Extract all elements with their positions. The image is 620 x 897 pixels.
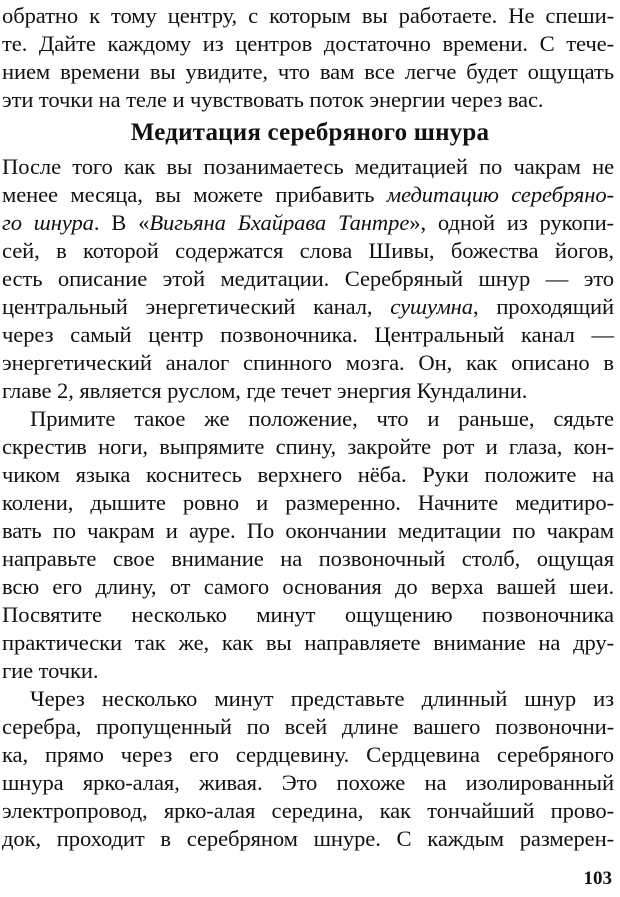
text-line: гие точки. (2, 658, 99, 683)
italic-title: Вигьяна Бхайрава Тантре (149, 210, 410, 235)
text-line: Через несколько минут представьте длинный шнур из (30, 686, 614, 711)
text-run: менее месяца, вы можете прибавить (2, 182, 387, 207)
text-line (2, 293, 614, 321)
text-line: электропровод, ярко-алая середина, как тончайший прово- (2, 798, 614, 823)
text-line: эти точки на теле и чувствовать поток энергии через вас. (2, 87, 544, 112)
text-line (2, 209, 614, 237)
text-line: направьте свое внимание на позвоночный столб, ощущая (2, 546, 614, 571)
italic-term: сушумна (390, 294, 473, 319)
text-line: сей, в которой содержатся слова Шивы, божества йогов, (2, 238, 614, 263)
text-line: главе 2, является руслом, где течет энергия Кундалини. (2, 378, 528, 403)
page-number: 103 (583, 868, 612, 889)
text-line: нием времени вы увидите, что вам все легче будет ощущать (2, 59, 614, 84)
text-run: . В « (93, 210, 150, 235)
text-line: есть описание этой медитации. Серебряный шнур — это (2, 266, 614, 291)
text-run: », одной из рукопи- (409, 210, 614, 235)
text-line: через самый центр позвоночника. Центральный канал — (2, 322, 614, 347)
text-line: всю его длину, от самого основания до верха вашей шеи. (2, 574, 614, 599)
text-line (2, 181, 614, 209)
text-line: Примите такое же положение, что и раньше, сядьте (30, 406, 614, 431)
italic-term: го шнура (2, 210, 94, 235)
text-line: Посвятите несколько минут ощущению позвоночника (2, 602, 614, 627)
text-line: После того как вы позанимаетесь медитацией по чакрам не (2, 154, 614, 179)
text-line: чиком языка коснитесь верхнего нёба. Руки положите на (2, 462, 614, 487)
text-line: обратно к тому центру, с которым вы работаете. Не спеши- (2, 3, 614, 28)
text-line: практически так же, как вы направляете внимание на дру- (2, 630, 614, 655)
text-line: док, проходит в серебряном шнуре. С каждым размерен- (2, 826, 614, 851)
italic-term: медитацию серебряно- (386, 182, 614, 207)
section-heading: Медитация серебряного шнура (130, 119, 490, 146)
text-line: серебра, пропущенный по всей длине вашего позвоночни- (2, 714, 614, 739)
text-line: колени, дышите ровно и размеренно. Начните медитиро- (2, 490, 614, 515)
text-line: шнура ярко-алая, живая. Это похоже на изолированный (2, 770, 614, 795)
text-line: вать по чакрам и ауре. По окончании медитации по чакрам (2, 518, 614, 543)
text-run: центральный энергетический канал, (2, 294, 391, 319)
text-line: энергетический аналог спинного мозга. Он, как описано в (2, 350, 614, 375)
text-line: ка, прямо через его сердцевину. Сердцевина серебряного (2, 742, 614, 767)
text-line: скрестив ноги, выпрямите спину, закройте рот и глаза, кон- (2, 434, 614, 459)
text-run: , проходящий (472, 294, 614, 319)
text-line: те. Дайте каждому из центров достаточно времени. С тече- (2, 31, 614, 56)
